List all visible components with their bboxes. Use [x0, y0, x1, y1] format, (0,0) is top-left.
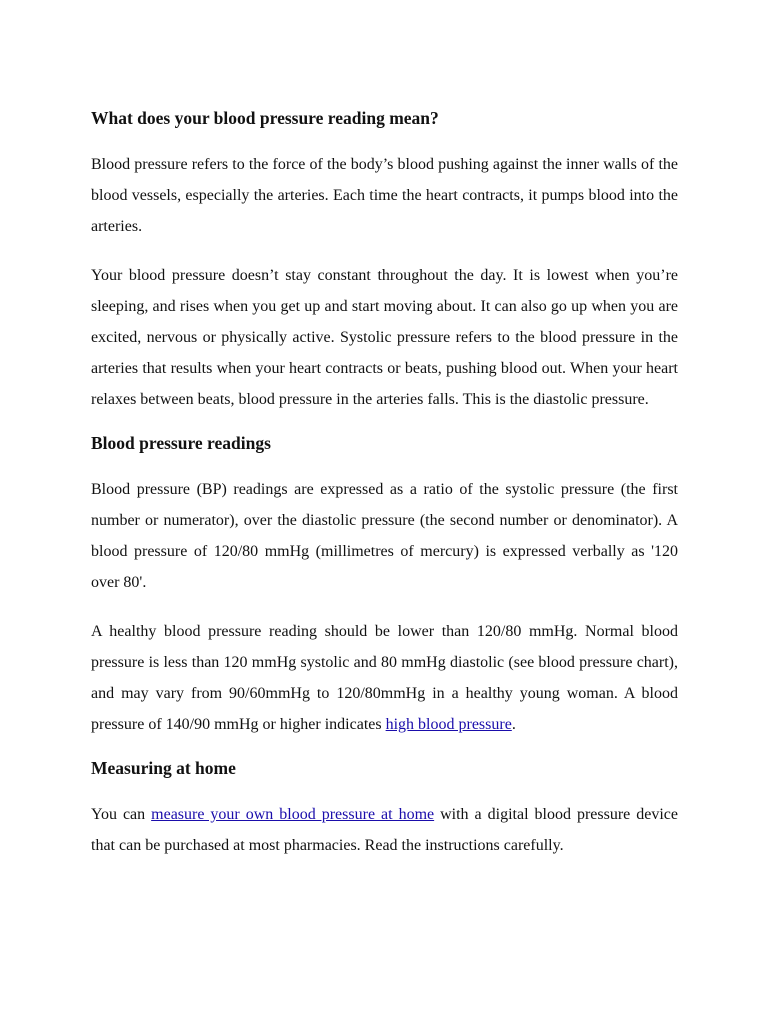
paragraph-healthy — [91, 616, 678, 740]
document-page — [91, 108, 678, 877]
paragraph-measuring-text: with a digital blood pressure device that can be purchased at most pharmacies. Read the instructions carefully. — [91, 806, 679, 854]
section-measuring — [91, 758, 678, 861]
section-reading-meaning — [91, 108, 678, 415]
heading-measuring: Measuring at home — [91, 758, 236, 778]
paragraph-measuring — [91, 799, 678, 861]
high-blood-pressure-link[interactable]: high blood pressure — [385, 716, 512, 733]
paragraph-measuring-start: You can — [91, 806, 152, 823]
section-readings — [91, 433, 678, 740]
paragraph-healthy-end: . — [511, 716, 516, 733]
heading-readings: Blood pressure readings — [91, 433, 271, 453]
heading-reading-meaning: What does your blood pressure reading mean? — [91, 108, 439, 128]
paragraph-variation: Your blood pressure doesn’t stay constant throughout the day. It is lowest when you’re sleeping, and rises when you get up and start moving about. It can also go up when you are excited, nervous or physically active. Systolic pressure refers to the blood pressure in the arteries that results when your heart contracts or beats, pushing blood out. When your heart relaxes between beats, blood pressure in the arteries falls. This is the diastolic pressure. — [91, 267, 678, 408]
paragraph-healthy-text: A healthy blood pressure reading should be lower than 120/80 mmHg. Normal blood pressure is less than 120 mmHg systolic and 80 mmHg diastolic (see blood pressure chart), and may vary from 90/60mmHg to 120/80mmHg in a healthy young woman. A blood pressure of 140/90 mmHg or higher indicates — [91, 623, 678, 733]
paragraph-ratio: Blood pressure (BP) readings are expressed as a ratio of the systolic pressure (the first number or numerator), over the diastolic pressure (the second number or denominator). A blood pressure of 120/80 mmHg (millimetres of mercury) is expressed verbally as '120 over 80'. — [91, 481, 678, 591]
measure-at-home-link[interactable]: measure your own blood pressure at home — [151, 806, 435, 823]
paragraph-definition: Blood pressure refers to the force of the body’s blood pushing against the inner walls of the blood vessels, especially the arteries. Each time the heart contracts, it pumps blood into the arteries. — [91, 156, 678, 235]
